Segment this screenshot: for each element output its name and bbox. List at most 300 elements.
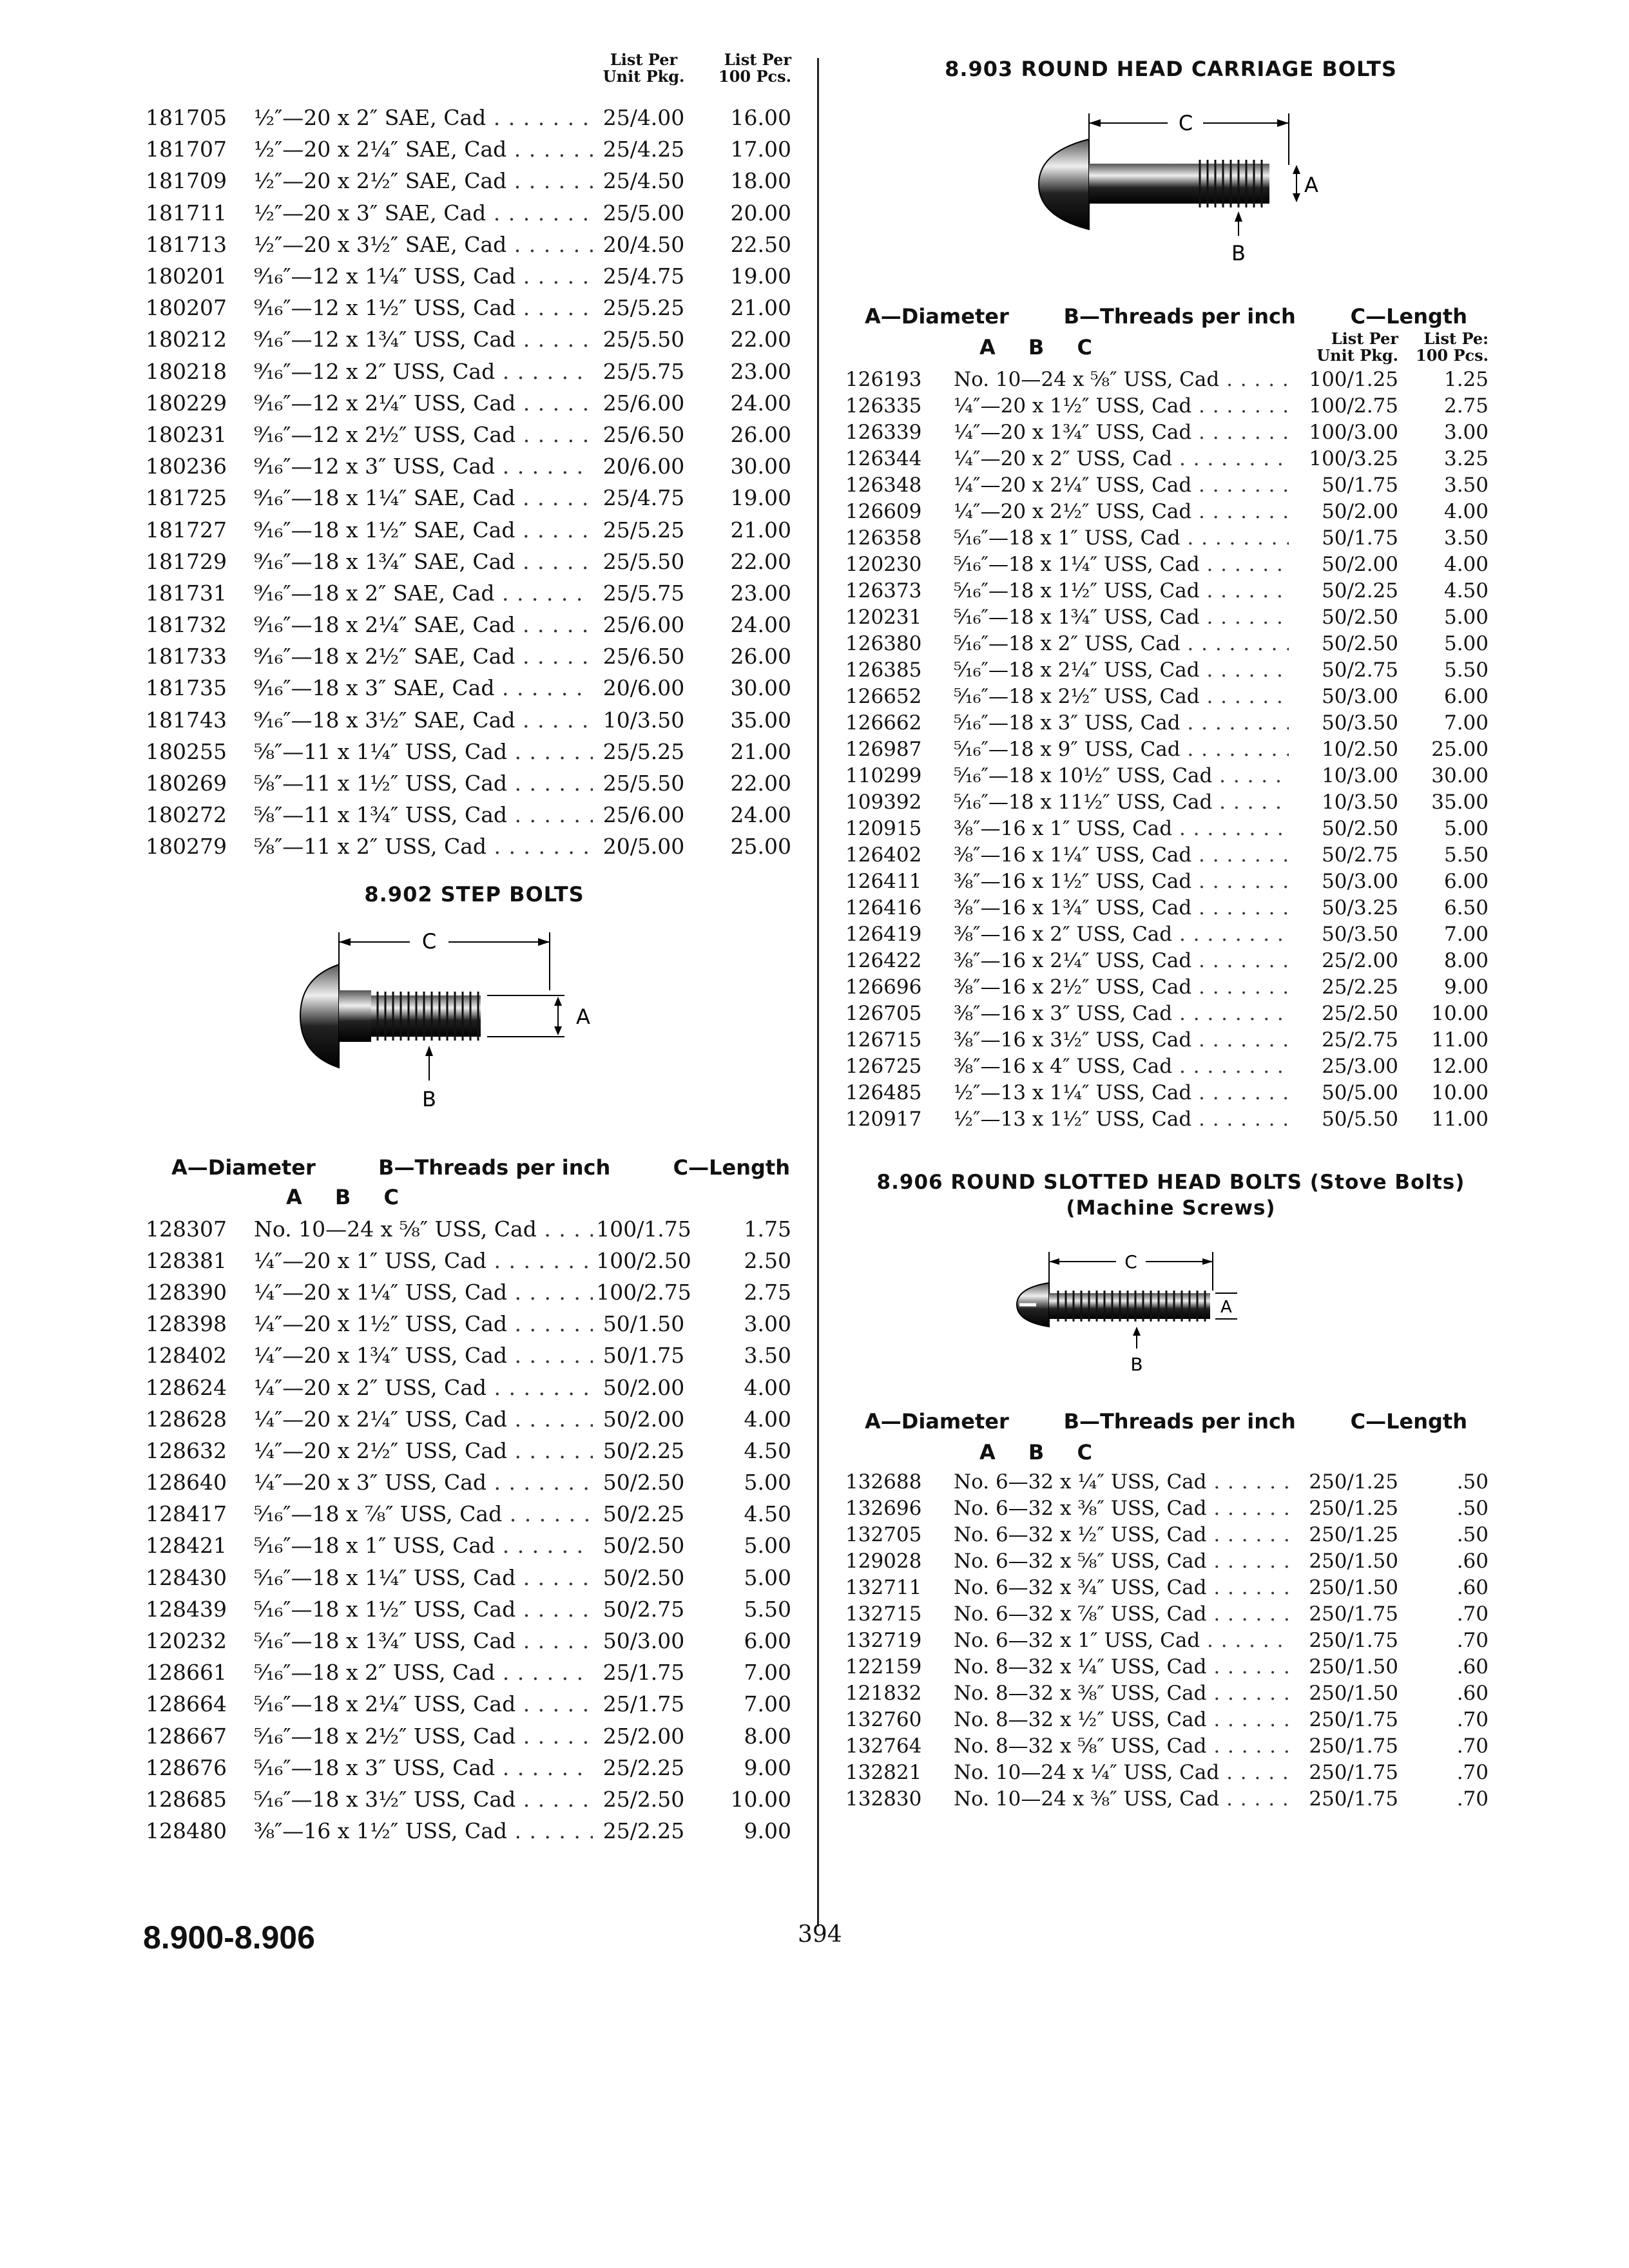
unit-pkg-price: 10/3.00 [1322,764,1398,787]
item-description: ⅜″—16 x 3½″ USS, Cad . . . [954,1028,1289,1052]
table-row [845,1627,1496,1653]
per-100-price: 22.00 [730,327,791,352]
table-row [146,482,803,514]
table-row [146,672,803,704]
legend-b: B—Threads per inch [1063,1409,1296,1434]
table-row [146,1752,803,1783]
unit-pkg-price: 50/2.00 [602,1374,685,1400]
catalog-number: 128632 [146,1437,227,1463]
catalog-number: 126696 [845,975,922,999]
catalog-number: 126358 [845,526,922,550]
unit-pkg-price: 50/2.75 [602,1596,685,1622]
per-100-price: 4.50 [1443,579,1489,602]
abc-header: A B C [979,1440,1092,1465]
per-100-price: 9.00 [744,1754,791,1780]
table-row [845,868,1496,894]
unit-pkg-price: 20/6.00 [602,454,685,479]
catalog-number: 128664 [146,1691,227,1717]
item-description: ⁵⁄₁₆″—18 x 1″ USS, Cad . . . [254,1533,593,1558]
unit-pkg-price: 25/5.25 [602,738,685,764]
item-description: ¼″—20 x 1½″ USS, Cad . . . [954,394,1289,418]
unit-pkg-price: 250/1.50 [1309,1575,1398,1599]
per-100-price: 26.00 [730,644,791,669]
table-row [146,831,803,862]
table-row [146,1308,803,1340]
step-bolt-icon [300,965,481,1068]
table-row [845,577,1496,604]
step-bolt-diagram [146,919,803,1132]
unit-pkg-price: 50/3.50 [1322,711,1398,735]
catalog-number: 181731 [146,580,227,606]
per-100-price: .70 [1456,1628,1489,1652]
per-100-price: 4.00 [1443,552,1489,576]
unit-pkg-price: 50/2.50 [602,1470,685,1495]
table-row [146,1815,803,1847]
catalog-number: 132764 [845,1734,922,1758]
label-c: C [1178,111,1193,135]
table-row [845,1468,1496,1495]
item-description: ⅜″—16 x 1½″ USS, Cad . . . [254,1818,593,1843]
item-description: ⁵⁄₁₆″—18 x 2¼″ USS, Cad . . . [954,658,1289,682]
catalog-number: 180229 [146,390,227,416]
item-description: No. 10—24 x ⅝″ USS, Cad . . . [954,368,1289,391]
catalog-number: 132696 [845,1496,922,1520]
legend-a: A—Diameter [865,1409,1009,1434]
unit-pkg-price: 100/2.50 [596,1247,691,1273]
item-description: ⁹⁄₁₆″—18 x 1¾″ SAE, Cad . . . [254,549,593,574]
unit-pkg-price: 25/5.00 [602,200,685,226]
abc-header: A B C [286,1184,399,1209]
per-100-price: .70 [1456,1787,1489,1811]
per-100-price: 2.75 [744,1279,791,1305]
unit-pkg-price: 25/1.75 [602,1691,685,1717]
catalog-number: 126609 [845,499,922,523]
per-100-price: 22.50 [730,231,791,257]
table-row [845,947,1496,974]
item-description: ⁵⁄₁₆″—18 x 1¾″ USS, Cad . . . [254,1628,593,1653]
per-100-price: 30.00 [730,454,791,479]
label-b: B [1231,241,1246,265]
section-title-stove-bolts: 8.906 ROUND SLOTTED HEAD BOLTS (Stove Bolts) [876,1171,1465,1194]
catalog-number: 180236 [146,454,227,479]
table-row [146,102,803,133]
table-row [845,419,1496,445]
per-100-price: 3.00 [744,1311,791,1337]
unit-pkg-price: 100/3.25 [1309,447,1398,470]
table-row [146,323,803,355]
unit-pkg-price: 50/5.50 [1322,1107,1398,1131]
table-row [146,1593,803,1625]
table-row [146,1562,803,1593]
catalog-number: 181705 [146,105,227,131]
item-description: ⁵⁄₁₆″—18 x 1″ USS, Cad . . . [954,526,1289,550]
item-description: ⅜″—16 x 1″ USS, Cad . . . [954,817,1289,840]
table-row [146,736,803,767]
table-row [146,767,803,799]
per-100-price: 7.00 [744,1691,791,1717]
section-title-carriage-bolts: 8.903 ROUND HEAD CARRIAGE BOLTS [945,57,1397,81]
per-100-price: 11.00 [1431,1028,1489,1052]
unit-pkg-price: 50/1.75 [602,1343,685,1369]
per-100-price: 35.00 [730,707,791,733]
catalog-number: 128640 [146,1470,227,1495]
unit-pkg-price: 50/2.00 [1322,552,1398,576]
per-100-price: 3.00 [1443,420,1489,444]
unit-pkg-price: 50/2.00 [602,1406,685,1432]
unit-pkg-price: 250/1.75 [1309,1628,1398,1652]
legend-b: B—Threads per inch [378,1155,611,1180]
table-row [845,894,1496,921]
unit-pkg-price: 250/1.50 [1309,1549,1398,1573]
table-row [146,133,803,165]
catalog-number: 180207 [146,295,227,321]
unit-pkg-price: 50/2.50 [1322,816,1398,840]
item-description: ⁹⁄₁₆″—18 x 3½″ SAE, Cad . . . [254,707,593,733]
label-a: A [576,1004,590,1029]
per-100-price: .60 [1456,1549,1489,1573]
item-description: ½″—20 x 2″ SAE, Cad . . . [254,105,593,130]
unit-pkg-price: 20/6.00 [602,675,685,701]
per-100-price: 2.75 [1443,394,1489,418]
section-title-step-bolts: 8.902 STEP BOLTS [364,881,584,907]
left-column [146,52,803,1847]
table-row [146,704,803,736]
catalog-number: 109392 [845,790,922,814]
unit-pkg-price: 10/3.50 [602,707,685,733]
per-100-price: 24.00 [730,390,791,416]
item-description: ⁵⁄₁₆″—18 x 1¼″ USS, Cad . . . [954,553,1289,576]
catalog-number: 128667 [146,1723,227,1749]
item-description: ⁹⁄₁₆″—18 x 2¼″ SAE, Cad . . . [254,612,593,637]
catalog-number: 126725 [845,1054,922,1078]
table-row [845,815,1496,841]
unit-pkg-price: 250/1.75 [1309,1707,1398,1731]
table-row [146,292,803,323]
per-100-header: List Per 100 Pcs. [718,50,791,86]
per-100-price: .60 [1456,1681,1489,1705]
table-row [845,841,1496,868]
item-description: ⅜″—16 x 4″ USS, Cad . . . [954,1055,1289,1078]
unit-pkg-price: 50/2.50 [1322,631,1398,655]
item-description: ⁹⁄₁₆″—18 x 2″ SAE, Cad . . . [254,581,593,606]
per-100-price: 3.50 [1443,473,1489,497]
item-description: ⁵⁄₁₆″—18 x 2½″ USS, Cad . . . [254,1724,593,1749]
unit-pkg-price: 50/2.25 [602,1501,685,1527]
per-100-price: 4.00 [744,1374,791,1400]
table-row [845,630,1496,657]
item-description: ⁵⁄₁₆″—18 x 3″ USS, Cad . . . [254,1755,593,1780]
per-100-price: .50 [1456,1496,1489,1520]
carriage-bolt-icon [1039,139,1269,229]
table-row [146,640,803,672]
per-100-price: .60 [1456,1575,1489,1599]
catalog-number: 181713 [146,231,227,257]
unit-pkg-price: 20/4.50 [602,231,685,257]
per-100-price: 26.00 [730,421,791,447]
item-description: ⅝″—11 x 1¾″ USS, Cad . . . [254,802,593,827]
per-100-price: 22.00 [730,548,791,574]
legend-b: B—Threads per inch [1063,304,1296,329]
per-100-price: .70 [1456,1734,1489,1758]
label-b: B [1130,1354,1143,1375]
catalog-number: 132715 [845,1602,922,1626]
item-description: ⁹⁄₁₆″—12 x 2″ USS, Cad . . . [254,359,593,384]
table-row [146,387,803,419]
table-row [845,392,1496,419]
catalog-number: 181732 [146,612,227,638]
item-description: ¼″—20 x 2″ USS, Cad . . . [954,447,1289,470]
per-100-price: 4.00 [744,1406,791,1432]
table-row [845,1495,1496,1521]
table-row [845,709,1496,736]
unit-pkg-price: 25/2.50 [602,1786,685,1812]
item-description: ⁵⁄₁₆″—18 x 1½″ USS, Cad . . . [954,579,1289,602]
per-100-price: 9.00 [1443,975,1489,999]
right-column [845,52,1496,1812]
per-100-price: 7.00 [1443,711,1489,735]
per-100-price: .60 [1456,1655,1489,1678]
per-100-price: 24.00 [730,802,791,828]
table-row [845,1680,1496,1706]
label-a: A [1304,173,1318,197]
table-row [845,762,1496,789]
catalog-number: 128390 [146,1279,227,1305]
legend-a: A—Diameter [865,304,1009,329]
catalog-number: 181729 [146,548,227,574]
table-row [845,472,1496,498]
catalog-number: 132719 [845,1628,922,1652]
unit-pkg-price: 50/3.25 [1322,896,1398,919]
per-100-price: 5.00 [744,1533,791,1559]
table-row [146,1657,803,1688]
table-row [146,419,803,450]
item-description: ⅜″—16 x 1¼″ USS, Cad . . . [954,843,1289,867]
label-c: C [1124,1251,1137,1273]
unit-pkg-price: 50/1.75 [1322,526,1398,550]
unit-pkg-price: 25/2.75 [1322,1028,1398,1052]
per-100-price: 5.00 [1443,605,1489,629]
table-row [146,450,803,482]
item-description: ⁵⁄₁₆″—18 x 11½″ USS, Cad . . . [954,791,1289,814]
catalog-number: 120232 [146,1628,227,1654]
unit-pkg-price: 50/2.50 [602,1533,685,1559]
table-row [146,1403,803,1435]
unit-pkg-price: 50/3.00 [602,1628,685,1654]
per-100-price: 2.50 [744,1247,791,1273]
catalog-number: 181711 [146,200,227,226]
item-description: ⅜″—16 x 2″ USS, Cad . . . [954,923,1289,946]
unit-pkg-price: 25/4.75 [602,485,685,511]
item-description: ½″—20 x 3″ SAE, Cad . . . [254,200,593,226]
unit-pkg-price: 25/5.75 [602,358,685,384]
item-description: ⁹⁄₁₆″—18 x 1¼″ SAE, Cad . . . [254,485,593,510]
table-row [146,1213,803,1245]
catalog-number: 180272 [146,802,227,828]
table-row [845,1548,1496,1574]
unit-pkg-price: 10/3.50 [1322,790,1398,814]
per-100-price: 5.50 [1443,843,1489,867]
unit-pkg-price: 250/1.75 [1309,1602,1398,1626]
catalog-number: 126705 [845,1001,922,1025]
item-description: ⅝″—11 x 1½″ USS, Cad . . . [254,771,593,796]
unit-pkg-price: 50/1.50 [602,1311,685,1337]
table-row [146,165,803,197]
item-description: ⁹⁄₁₆″—12 x 1¾″ USS, Cad . . . [254,327,593,352]
table-row [845,1785,1496,1812]
item-description: No. 10—24 x ⅜″ USS, Cad . . . [954,1787,1289,1811]
item-description: ⅝″—11 x 1¼″ USS, Cad . . . [254,739,593,764]
table-row [146,609,803,640]
table-row [845,657,1496,683]
per-100-price: 1.25 [1443,367,1489,391]
table-row [146,1276,803,1308]
table-row [146,577,803,609]
catalog-number: 126715 [845,1028,922,1052]
catalog-number: 132760 [845,1707,922,1731]
item-description: ½″—20 x 2½″ SAE, Cad . . . [254,168,593,193]
per-100-price: 3.25 [1443,447,1489,470]
per-100-price: .70 [1456,1760,1489,1784]
catalog-number: 128421 [146,1533,227,1559]
unit-pkg-price: 50/2.75 [1322,843,1398,867]
per-100-price: .50 [1456,1470,1489,1494]
step-bolts-legend [171,1155,790,1180]
unit-pkg-price: 250/1.75 [1309,1734,1398,1758]
per-100-price: 19.00 [730,264,791,289]
stove-bolts-legend [865,1409,1467,1434]
per-100-price: .70 [1456,1602,1489,1626]
item-description: ¼″—20 x 2″ USS, Cad . . . [254,1375,593,1400]
table-row [845,1574,1496,1600]
table-row [146,1498,803,1530]
label-a: A [1220,1298,1232,1317]
catalog-number: 126402 [845,843,922,867]
table-row [146,1435,803,1466]
item-description: No. 8—32 x ¼″ USS, Cad . . . [954,1655,1289,1678]
catalog-number: 180201 [146,264,227,289]
table-row [146,1530,803,1561]
per-100-price: 17.00 [730,137,791,162]
unit-pkg-price: 50/5.00 [1322,1081,1398,1104]
unit-pkg-price: 50/1.75 [1322,473,1398,497]
catalog-number: 126987 [845,737,922,761]
unit-pkg-price: 25/2.25 [602,1754,685,1780]
unit-pkg-price: 100/2.75 [596,1279,691,1305]
item-description: ¼″—20 x 2½″ USS, Cad . . . [254,1438,593,1463]
unit-pkg-price: 25/4.50 [602,168,685,194]
item-description: ⅜″—16 x 2¼″ USS, Cad . . . [954,949,1289,972]
catalog-number: 128685 [146,1786,227,1812]
catalog-number: 180269 [146,771,227,796]
table-row [146,546,803,577]
item-description: ⁵⁄₁₆″—18 x 2″ USS, Cad . . . [254,1660,593,1685]
table-row [146,356,803,387]
per-100-price: 24.00 [730,612,791,638]
per-100-price: 7.00 [1443,922,1489,946]
per-100-price: 5.50 [1443,658,1489,682]
label-b: B [422,1086,436,1111]
per-100-price: 11.00 [1431,1107,1489,1131]
catalog-number: 126339 [845,420,922,444]
table-row [845,1079,1496,1106]
item-description: ⁹⁄₁₆″—12 x 2½″ USS, Cad . . . [254,422,593,447]
catalog-number: 128307 [146,1216,227,1242]
item-description: ¼″—20 x 1¾″ USS, Cad . . . [254,1343,593,1368]
catalog-number: 126419 [845,922,922,946]
catalog-number: 128628 [146,1406,227,1432]
per-100-price: 6.00 [744,1628,791,1654]
catalog-number: 181709 [146,168,227,194]
price-table-continued [146,102,803,863]
unit-pkg-price: 25/2.50 [1322,1001,1398,1025]
catalog-number: 120230 [845,552,922,576]
unit-pkg-price: 10/2.50 [1322,737,1398,761]
catalog-number: 129028 [845,1549,922,1573]
unit-pkg-price: 25/6.00 [602,390,685,416]
item-description: ⁵⁄₁₆″—18 x 1½″ USS, Cad . . . [254,1597,593,1622]
catalog-number: 128661 [146,1660,227,1686]
unit-pkg-price: 25/4.00 [602,105,685,131]
unit-pkg-price: 50/3.00 [1322,869,1398,893]
item-description: ½″—13 x 1½″ USS, Cad . . . [954,1108,1289,1131]
catalog-number: 120231 [845,605,922,629]
table-row [845,498,1496,524]
unit-pkg-price: 250/1.25 [1309,1523,1398,1546]
table-row [845,736,1496,762]
legend-c: C—Length [1350,1409,1467,1434]
catalog-number: 128417 [146,1501,227,1527]
catalog-number: 128676 [146,1754,227,1780]
per-100-price: 4.50 [744,1437,791,1463]
legend-c: C—Length [1350,304,1467,329]
table-row [146,1783,803,1815]
item-description: ⁵⁄₁₆″—18 x 9″ USS, Cad . . . [954,738,1289,761]
unit-pkg-price: 250/1.75 [1309,1787,1398,1811]
item-description: ⁵⁄₁₆″—18 x 2″ USS, Cad . . . [954,632,1289,655]
item-description: No. 10—24 x ⅝″ USS, Cad . . . [254,1216,593,1242]
per-100-price: 10.00 [730,1786,791,1812]
per-100-price: 4.00 [1443,499,1489,523]
unit-pkg-price: 50/2.25 [1322,579,1398,602]
item-description: No. 8—32 x ⅜″ USS, Cad . . . [954,1682,1289,1705]
item-description: ⁵⁄₁₆″—18 x 1¼″ USS, Cad . . . [254,1565,593,1590]
per-100-price: 16.00 [730,105,791,131]
per-100-price: 23.00 [730,358,791,384]
catalog-number: 181735 [146,675,227,701]
catalog-number: 126193 [845,367,922,391]
per-100-price: 8.00 [1443,948,1489,972]
table-row [845,445,1496,472]
catalog-number: 181733 [146,644,227,669]
item-description: ⁵⁄₁₆″—18 x 2½″ USS, Cad . . . [954,685,1289,708]
per-100-price: 23.00 [730,580,791,606]
catalog-number: 132821 [845,1760,922,1784]
catalog-number: 126662 [845,711,922,735]
catalog-number: 128439 [146,1596,227,1622]
unit-pkg-price: 25/5.50 [602,327,685,352]
table-row [845,921,1496,947]
unit-pkg-price: 25/4.75 [602,264,685,289]
price-column-header [146,52,803,102]
per-100-price: 10.00 [1431,1081,1489,1104]
stove-bolt-diagram [845,1233,1496,1387]
item-description: ⁵⁄₁₆″—18 x ⅞″ USS, Cad . . . [254,1501,593,1526]
unit-pkg-price: 250/1.25 [1309,1496,1398,1520]
item-description: ¼″—20 x 2½″ USS, Cad . . . [954,500,1289,523]
catalog-number: 132705 [845,1523,922,1546]
per-100-price: 5.00 [1443,631,1489,655]
stove-bolt-icon [1017,1283,1210,1327]
